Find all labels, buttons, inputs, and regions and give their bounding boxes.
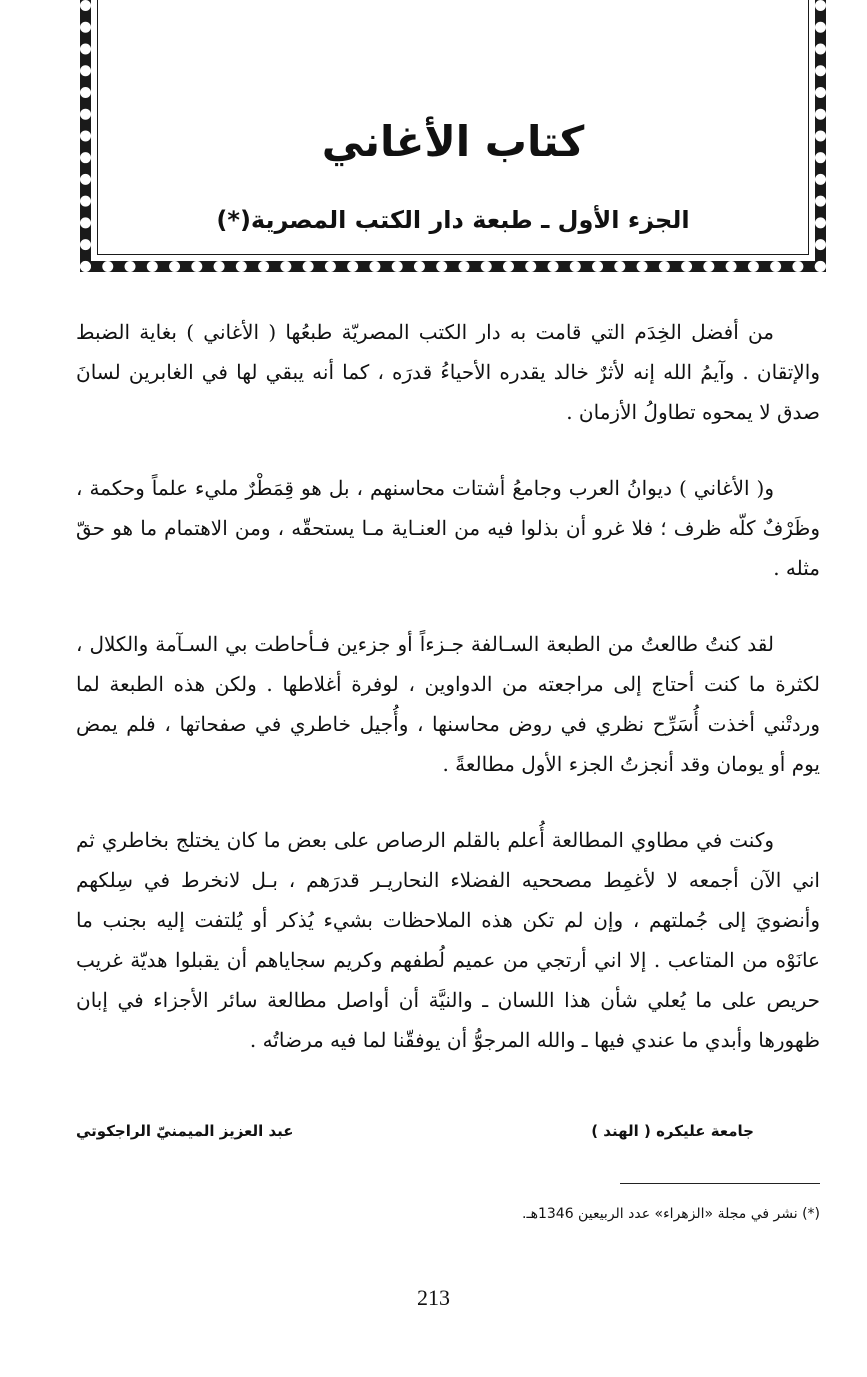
paragraph: من أفضل الخِدَم التي قامت به دار الكتب المصريّة طبعُها ( الأغاني ) بغاية الضبط والإتقان . وآيمُ الله إنه لأثرٌ خالد يقدره الأحياءُ قدرَه ، كما أنه يبقي لها في الغابرين لسانَ صدق لا يمحوه تطاولُ الأزمان . xyxy=(76,320,820,424)
signature-author: عبد العزيز الميمنيّ الراجكوتي xyxy=(76,1122,294,1140)
book-subtitle: الجزء الأول ـ طبعة دار الكتب المصرية(*) xyxy=(216,206,690,234)
footnote-divider xyxy=(620,1183,820,1184)
book-title: كتاب الأغاني xyxy=(321,117,585,166)
signature-place: جامعة عليكره ( الهند ) xyxy=(591,1122,754,1140)
article-body xyxy=(76,312,820,1096)
signature-block xyxy=(76,1116,820,1146)
page-number: 213 xyxy=(417,1285,450,1310)
paragraph: لقد كنتُ طالعتُ من الطبعة السـالفة جـزءاً أو جزءين فـأحاطت بي السـآمة والكلال ، لكثرة ما كنت أحتاج إلى مراجعته من الدواوين ، لوفرة أغلاطها . ولكن هذه الطبعة لما وردتْني أخذت أُسَرِّح نظري في روض محاسنها ، وأُجيل خاطري في صفحاتها ، فلم يمض يوم أو يومان وقد أنجزتُ الجزء الأول مطالعةً . xyxy=(76,632,820,776)
paragraph: و( الأغاني ) ديوانُ العرب وجامعُ أشتات محاسنهم ، بل هو قِمَطْرٌ مليء علماً وحكمة ، وظَرْفٌ كلّه ظرف ؛ فلا غرو أن بذلوا فيه من العنـاية مـا يستحقّه ، ومن الاهتمام ما هو حقّ مثله . xyxy=(76,476,820,580)
paragraph: وكنت في مطاوي المطالعة أُعلم بالقلم الرصاص على بعض ما كان يختلج بخاطري ثم اني الآن أجمعه لا لأغمِط مصححيه الفضلاء النحاريـر قدرَهم ، بـل لانخرط في سِلكهم وأنضويَ إلى جُملتهم ، وإن لم تكن هذه الملاحظات بشيء يُذكر أو يُلتفت إليه بجنب ما عانَوْه من المتاعب . إلا اني أرتجي من عميم لُطفهم وكريم سجاياهم أن يقبلوا هديّة غريب حريص على ما يُعلي شأن هذا اللسان ـ والنيَّة أن أواصل مطالعة سائر الأجزاء في إبان ظهورها وأبدي ما عندي فيها ـ والله المرجوُّ أن يوفقّنا لما فيه مرضاتُه . xyxy=(76,828,820,1052)
footnote: (*) نشر في مجلة «الزهراء» عدد الربيعين 1346هـ. xyxy=(522,1206,820,1222)
